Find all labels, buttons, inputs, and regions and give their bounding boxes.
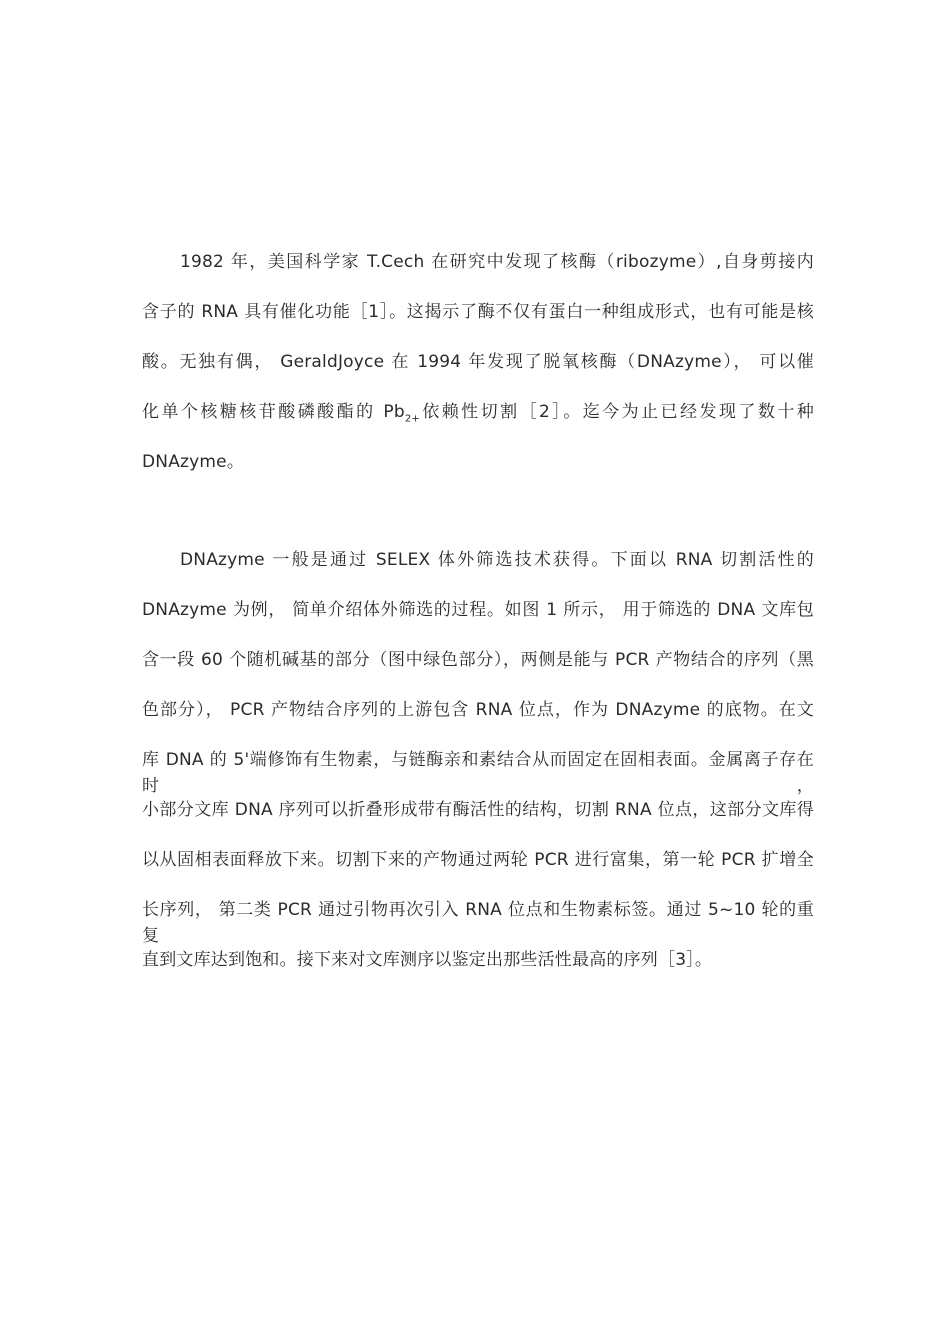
- text-line: 长序列， 第二类 PCR 通过引物再次引入 RNA 位点和生物素标签。通过 5~10 轮的重复: [142, 900, 814, 946]
- text-line: 小部分文库 DNA 序列可以折叠形成带有酶活性的结构，切割 RNA 位点，这部分文库得: [142, 800, 814, 820]
- text-line: DNAzyme。: [142, 452, 245, 472]
- text-line-with-subscript: [142, 399, 814, 449]
- subscript-charge: 2+: [404, 413, 420, 425]
- text-line: 库 DNA 的 5'端修饰有生物素，与链酶亲和素结合从而固定在固相表面。金属离子存在时，: [142, 750, 814, 796]
- text-line: 色部分）， PCR 产物结合序列的上游包含 RNA 位点，作为 DNAzyme 的底物。在文: [142, 700, 814, 720]
- text-line: 1982 年，美国科学家 T.Cech 在研究中发现了核酶（ribozyme）,自身剪接内: [180, 252, 814, 272]
- text-line: DNAzyme 一般是通过 SELEX 体外筛选技术获得。下面以 RNA 切割活性的: [180, 550, 814, 570]
- text-segment: 依赖性切割［2］。迄今为止已经发现了数十种: [420, 402, 814, 422]
- text-line: 以从固相表面释放下来。切割下来的产物通过两轮 PCR 进行富集，第一轮 PCR 扩增全: [142, 850, 814, 870]
- text-line: DNAzyme 为例， 简单介绍体外筛选的过程。如图 1 所示， 用于筛选的 DNA 文库包: [142, 600, 814, 620]
- text-line: 酸。无独有偶， GeraldJoyce 在 1994 年发现了脱氧核酶（DNAzyme）， 可以催: [142, 352, 814, 372]
- text-line: 直到文库达到饱和。接下来对文库测序以鉴定出那些活性最高的序列［3］。: [142, 950, 713, 970]
- paragraph-ribozyme-intro: [142, 249, 814, 499]
- text-segment: 化单个核糖核苷酸磷酸酯的 Pb: [142, 402, 405, 422]
- text-line: 含一段 60 个随机碱基的部分（图中绿色部分），两侧是能与 PCR 产物结合的序列（黑: [142, 650, 814, 670]
- text-line: 含子的 RNA 具有催化功能［1］。这揭示了酶不仅有蛋白一种组成形式，也有可能是核: [142, 302, 814, 322]
- paragraph-selex-process: [142, 547, 814, 997]
